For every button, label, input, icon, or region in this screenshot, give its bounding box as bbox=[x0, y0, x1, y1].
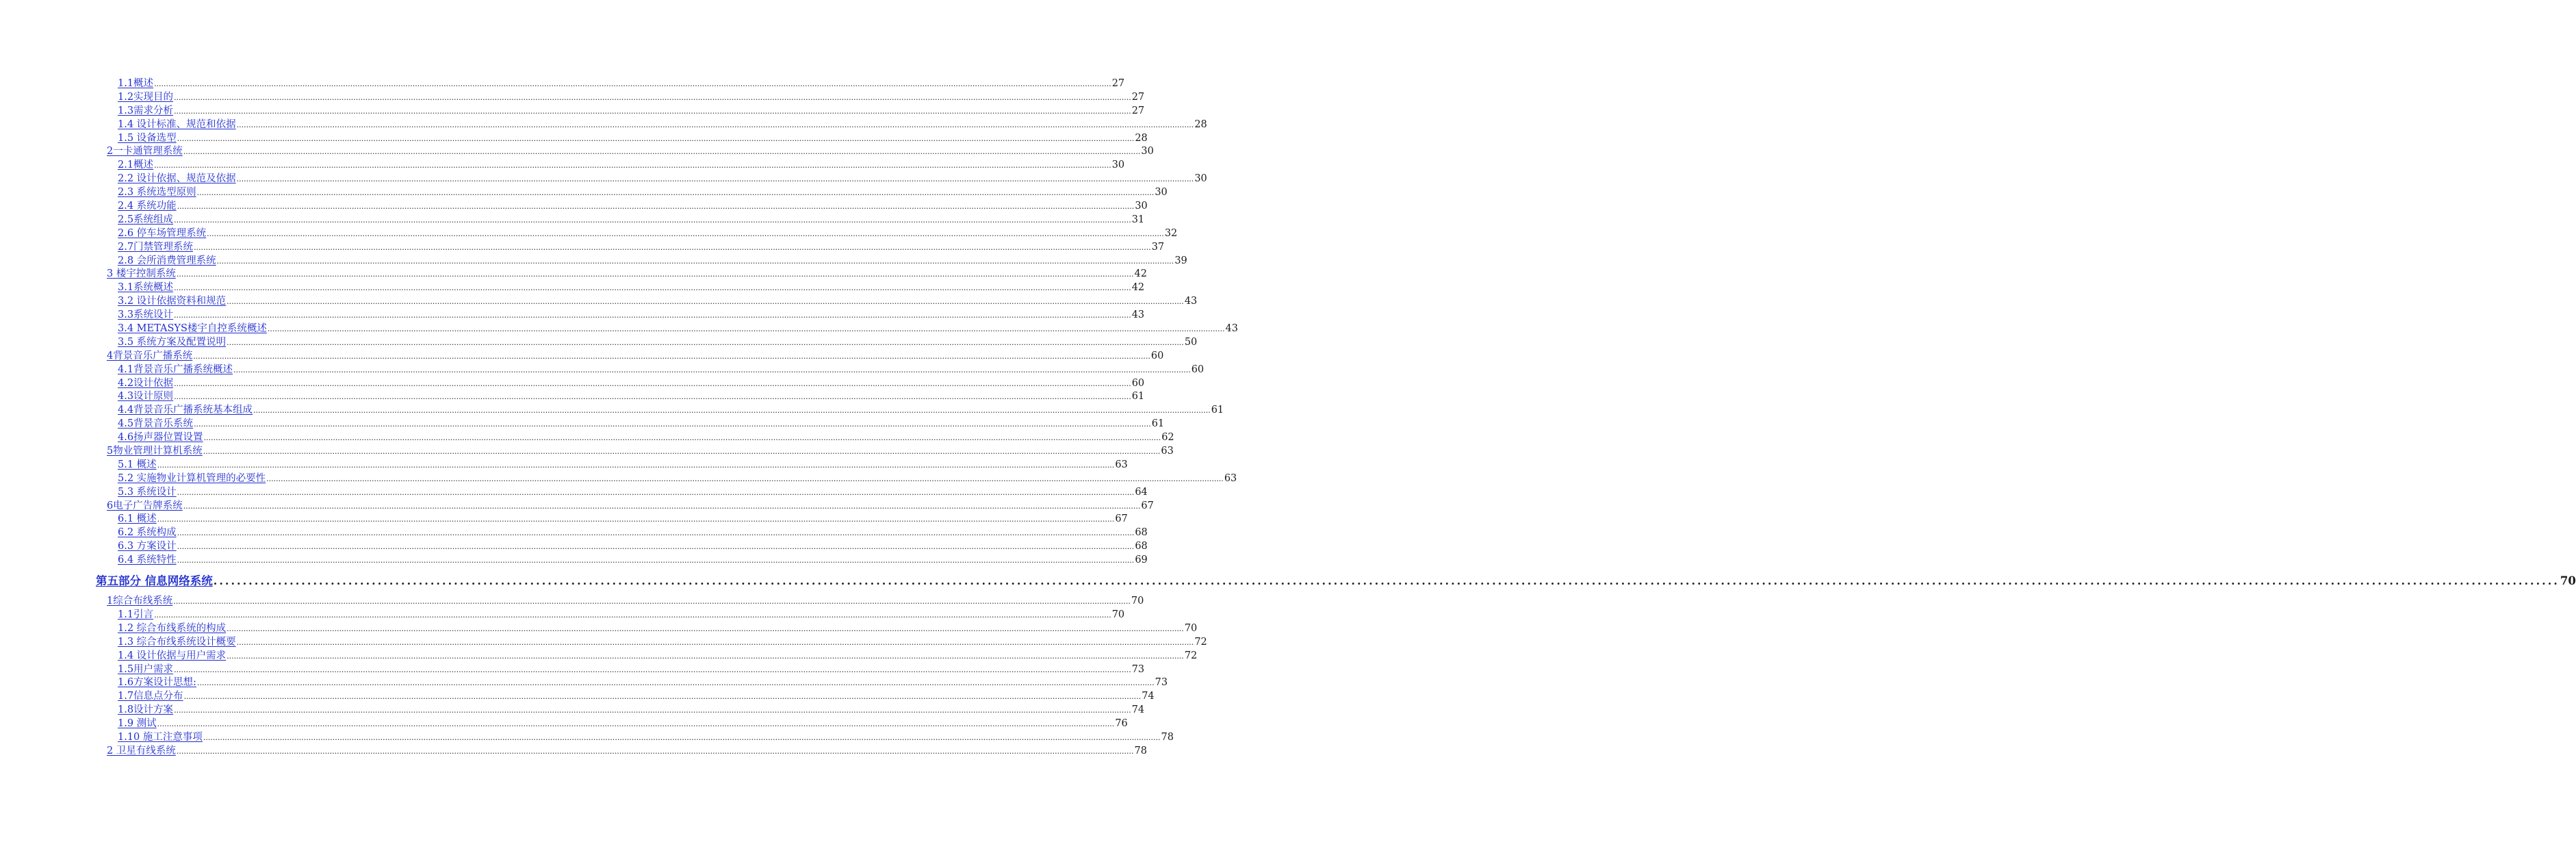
toc-entry[interactable] bbox=[96, 540, 1148, 554]
toc-entry-link[interactable]: 3.2 设计依据资料和规范 bbox=[118, 296, 227, 307]
dot-leader: ................................................................................................................................................................................................................................................................................................................................................................................................................ bbox=[183, 692, 1142, 702]
toc-entry[interactable] bbox=[96, 500, 1154, 513]
toc-entry-link[interactable]: 2.4 系统功能 bbox=[118, 201, 177, 212]
toc-entry-link[interactable]: 2.3 系统选型原则 bbox=[118, 187, 196, 199]
dot-leader: ................................................................................................................................................................................................................................................................................................................................................................................................................ bbox=[267, 324, 1225, 334]
toc-entry-link[interactable]: 5物业管理计算机系统 bbox=[107, 446, 203, 457]
toc-entry[interactable] bbox=[96, 145, 1154, 159]
toc-entry-link[interactable]: 5.1 概述 bbox=[118, 459, 157, 470]
dot-leader: ................................................................................................................................................................................................................................................................................................................................................................................................................ bbox=[196, 188, 1155, 198]
toc-page-number: 42 bbox=[1134, 268, 1147, 280]
toc-entry-link[interactable]: 1.5用户需求 bbox=[118, 663, 174, 675]
toc-entry[interactable] bbox=[96, 281, 1145, 295]
dot-leader: ................................................................................................................................................................................................................................................................................................................................................................................................................ bbox=[154, 161, 1111, 170]
dot-leader: ................................................................................................................................................................................................................................................................................................................................................................................................................ bbox=[196, 678, 1155, 688]
toc-page-number: 60 bbox=[1150, 350, 1164, 361]
dot-leader: ................................................................................................................................................................................................................................................................................................................................................................................................................ bbox=[177, 542, 1135, 552]
table-of-contents bbox=[96, 77, 2576, 758]
toc-entry[interactable] bbox=[96, 322, 1238, 336]
toc-page-number: 74 bbox=[1142, 691, 1155, 702]
toc-entry-link[interactable]: 1.1引言 bbox=[118, 609, 154, 620]
toc-page-number: 76 bbox=[1115, 718, 1128, 730]
toc-entry[interactable] bbox=[96, 717, 1128, 731]
dot-leader: ................................................................................................................................................................................................................................................................................................................................................................................................................ bbox=[236, 637, 1194, 647]
toc-entry-link[interactable]: 4.2设计依据 bbox=[118, 377, 174, 389]
toc-entry[interactable] bbox=[96, 745, 1147, 758]
toc-page-number: 61 bbox=[1211, 405, 1224, 416]
toc-entry-link[interactable]: 3.3系统设计 bbox=[118, 309, 174, 321]
dot-leader: ................................................................................................................................................................................................................................................................................................................................................................................................................ bbox=[216, 256, 1174, 266]
toc-page-number: 63 bbox=[1224, 472, 1237, 484]
dot-leader: ................................................................................................................................................................................................................................................................................................................................................................................................................ bbox=[183, 501, 1141, 511]
dot-leader: ................................................................................................................................................................................................................................................................................................................................................................................................................ bbox=[194, 420, 1151, 429]
toc-entry[interactable] bbox=[96, 241, 1165, 255]
toc-page-number: 70 bbox=[1111, 609, 1125, 620]
toc-page-number: 72 bbox=[1194, 636, 1207, 648]
toc-page-number: 70 bbox=[1131, 596, 1144, 607]
dot-leader: ................................................................................................................................................................................................................................................................................................................................................................................................................ bbox=[177, 556, 1135, 565]
dot-leader: ................................................................................................................................................................................................................................................................................................................................................................................................................ bbox=[236, 120, 1194, 129]
toc-page-number: 30 bbox=[1111, 160, 1125, 171]
toc-entry[interactable] bbox=[96, 676, 1168, 690]
toc-entry-link[interactable]: 6.1 概述 bbox=[118, 513, 157, 525]
toc-page-number: 37 bbox=[1151, 241, 1165, 253]
toc-entry[interactable] bbox=[96, 486, 1148, 500]
toc-entry[interactable] bbox=[96, 227, 1178, 241]
toc-entry-link[interactable]: 2.2 设计依据、规范及依据 bbox=[118, 173, 236, 185]
toc-page-number: 68 bbox=[1135, 527, 1148, 539]
dot-leader: ................................................................................................................................................................................................................................................................................................................................................................................................................ bbox=[213, 574, 2560, 588]
toc-entry[interactable] bbox=[96, 445, 1174, 459]
toc-entry-link[interactable]: 1.6方案设计思想: bbox=[118, 677, 196, 689]
toc-entry[interactable] bbox=[96, 173, 1207, 186]
dot-leader: ................................................................................................................................................................................................................................................................................................................................................................................................................ bbox=[176, 270, 1134, 279]
toc-entry-link[interactable]: 6.3 方案设计 bbox=[118, 541, 177, 552]
toc-entry-link[interactable]: 1.2 综合布线系统的构成 bbox=[118, 622, 227, 634]
toc-page-number: 60 bbox=[1131, 377, 1145, 389]
toc-entry-link[interactable]: 3.5 系统方案及配置说明 bbox=[118, 336, 227, 348]
toc-entry-link[interactable]: 1.7信息点分布 bbox=[118, 691, 183, 702]
dot-leader: ................................................................................................................................................................................................................................................................................................................................................................................................................ bbox=[174, 665, 1131, 674]
toc-entry[interactable] bbox=[96, 554, 1148, 567]
dot-leader: ................................................................................................................................................................................................................................................................................................................................................................................................................ bbox=[203, 447, 1161, 457]
toc-entry-link[interactable]: 4.3设计原则 bbox=[118, 391, 174, 403]
toc-page-number: 27 bbox=[1111, 77, 1125, 89]
toc-entry[interactable] bbox=[96, 731, 1174, 745]
toc-entry-link[interactable]: 3.4 METASYS楼宇自控系统概述 bbox=[118, 323, 267, 335]
toc-entry[interactable] bbox=[96, 214, 1145, 227]
toc-page-number: 28 bbox=[1194, 118, 1207, 130]
dot-leader: ................................................................................................................................................................................................................................................................................................................................................................................................................ bbox=[157, 515, 1115, 524]
dot-leader: ................................................................................................................................................................................................................................................................................................................................................................................................................ bbox=[157, 460, 1115, 470]
dot-leader: ................................................................................................................................................................................................................................................................................................................................................................................................................ bbox=[227, 297, 1184, 307]
dot-leader: ................................................................................................................................................................................................................................................................................................................................................................................................................ bbox=[227, 337, 1184, 347]
dot-leader: ................................................................................................................................................................................................................................................................................................................................................................................................................ bbox=[233, 365, 1191, 374]
toc-entry-link[interactable]: 2.1概述 bbox=[118, 160, 154, 171]
toc-entry-link[interactable]: 1综合布线系统 bbox=[107, 596, 173, 607]
toc-entry-link[interactable]: 2一卡通管理系统 bbox=[107, 146, 183, 157]
toc-entry-link[interactable]: 3 楼宇控制系统 bbox=[107, 268, 176, 280]
toc-entry[interactable] bbox=[96, 159, 1125, 173]
toc-entry[interactable] bbox=[96, 91, 1145, 105]
toc-entry[interactable] bbox=[96, 268, 1147, 281]
toc-entry-link[interactable]: 4背景音乐广播系统 bbox=[107, 350, 193, 361]
toc-entry[interactable] bbox=[96, 431, 1174, 445]
toc-page-number: 70 bbox=[1184, 622, 1198, 634]
toc-page-number: 50 bbox=[1184, 336, 1198, 348]
dot-leader: ................................................................................................................................................................................................................................................................................................................................................................................................................ bbox=[174, 215, 1131, 225]
dot-leader: ................................................................................................................................................................................................................................................................................................................................................................................................................ bbox=[154, 79, 1111, 88]
toc-entry-link[interactable]: 6电子广告牌系统 bbox=[107, 500, 183, 511]
toc-entry-link[interactable]: 5.2 实施物业计算机管理的必要性 bbox=[118, 472, 266, 484]
toc-entry[interactable] bbox=[96, 390, 1145, 404]
toc-entry[interactable] bbox=[96, 105, 1145, 118]
dot-leader: ................................................................................................................................................................................................................................................................................................................................................................................................................ bbox=[177, 487, 1135, 497]
toc-entry-link[interactable]: 5.3 系统设计 bbox=[118, 486, 177, 498]
toc-page-number: 30 bbox=[1194, 173, 1207, 185]
toc-entry[interactable] bbox=[96, 595, 1144, 609]
toc-entry[interactable] bbox=[96, 622, 1198, 636]
toc-entry-link[interactable]: 4.4背景音乐广播系统基本组成 bbox=[118, 405, 253, 416]
toc-entry-link[interactable]: 1.8设计方案 bbox=[118, 704, 174, 716]
dot-leader: ................................................................................................................................................................................................................................................................................................................................................................................................................ bbox=[266, 474, 1224, 483]
toc-page-number: 31 bbox=[1131, 214, 1145, 225]
toc-entry[interactable] bbox=[96, 650, 1198, 663]
dot-leader: ................................................................................................................................................................................................................................................................................................................................................................................................................ bbox=[236, 175, 1194, 184]
dot-leader: ................................................................................................................................................................................................................................................................................................................................................................................................................ bbox=[157, 719, 1115, 729]
dot-leader: ................................................................................................................................................................................................................................................................................................................................................................................................................ bbox=[177, 528, 1135, 538]
toc-entry[interactable] bbox=[96, 513, 1128, 527]
toc-page-number: 67 bbox=[1115, 513, 1128, 525]
toc-page-number: 27 bbox=[1131, 91, 1145, 103]
dot-leader: ................................................................................................................................................................................................................................................................................................................................................................................................................ bbox=[174, 706, 1131, 715]
dot-leader: ................................................................................................................................................................................................................................................................................................................................................................................................................ bbox=[173, 597, 1131, 607]
toc-entry-link[interactable]: 2.6 停车场管理系统 bbox=[118, 227, 207, 239]
toc-entry-link[interactable]: 1.5 设备选型 bbox=[118, 132, 177, 144]
toc-entry[interactable] bbox=[96, 690, 1155, 704]
toc-entry-link[interactable]: 1.2实现目的 bbox=[118, 91, 174, 103]
toc-entry-link[interactable]: 1.10 施工注意事项 bbox=[118, 731, 203, 743]
toc-page-number: 62 bbox=[1161, 432, 1174, 444]
dot-leader: ................................................................................................................................................................................................................................................................................................................................................................................................................ bbox=[154, 610, 1111, 620]
toc-entry-link[interactable]: 第五部分 信息网络系统 bbox=[96, 574, 213, 588]
toc-entry-link[interactable]: 3.1系统概述 bbox=[118, 282, 174, 294]
dot-leader: ................................................................................................................................................................................................................................................................................................................................................................................................................ bbox=[177, 133, 1135, 143]
toc-entry-link[interactable]: 6.2 系统构成 bbox=[118, 527, 177, 539]
toc-entry-link[interactable]: 1.3 综合布线系统设计概要 bbox=[118, 636, 236, 648]
toc-page-number: 73 bbox=[1131, 663, 1145, 675]
toc-entry-link[interactable]: 1.4 设计依据与用户需求 bbox=[118, 650, 227, 661]
toc-entry-link[interactable]: 4.1背景音乐广播系统概述 bbox=[118, 363, 233, 375]
toc-entry-link[interactable]: 2 卫星有线系统 bbox=[107, 745, 176, 756]
toc-page-number: 63 bbox=[1161, 446, 1174, 457]
toc-entry-link[interactable]: 6.4 系统特性 bbox=[118, 554, 177, 566]
toc-entry[interactable] bbox=[96, 200, 1148, 214]
toc-page-number: 70 bbox=[2560, 574, 2576, 588]
toc-page-number: 78 bbox=[1134, 745, 1147, 756]
toc-page-number: 69 bbox=[1135, 554, 1148, 566]
toc-page-number: 42 bbox=[1131, 282, 1145, 294]
toc-page-number: 32 bbox=[1164, 227, 1178, 239]
toc-page-number: 43 bbox=[1131, 309, 1145, 321]
dot-leader: ................................................................................................................................................................................................................................................................................................................................................................................................................ bbox=[174, 311, 1131, 320]
dot-leader: ................................................................................................................................................................................................................................................................................................................................................................................................................ bbox=[177, 202, 1135, 211]
toc-entry[interactable] bbox=[96, 459, 1128, 472]
dot-leader: ................................................................................................................................................................................................................................................................................................................................................................................................................ bbox=[227, 624, 1184, 633]
toc-entry[interactable] bbox=[96, 472, 1237, 486]
toc-page-number: 43 bbox=[1184, 296, 1198, 307]
toc-entry-link[interactable]: 4.6扬声器位置设置 bbox=[118, 432, 203, 444]
toc-page-number: 43 bbox=[1225, 323, 1238, 335]
dot-leader: ................................................................................................................................................................................................................................................................................................................................................................................................................ bbox=[193, 351, 1150, 361]
toc-page-number: 28 bbox=[1135, 132, 1148, 144]
toc-entry[interactable] bbox=[96, 350, 1164, 363]
toc-page-number: 78 bbox=[1161, 731, 1174, 743]
toc-entry-link[interactable]: 4.5背景音乐系统 bbox=[118, 418, 194, 430]
toc-entry-link[interactable]: 1.1概述 bbox=[118, 77, 154, 89]
dot-leader: ................................................................................................................................................................................................................................................................................................................................................................................................................ bbox=[174, 92, 1131, 102]
dot-leader: ................................................................................................................................................................................................................................................................................................................................................................................................................ bbox=[183, 147, 1141, 157]
toc-entry[interactable] bbox=[96, 77, 1125, 91]
toc-entry[interactable] bbox=[96, 609, 1125, 622]
dot-leader: ................................................................................................................................................................................................................................................................................................................................................................................................................ bbox=[176, 746, 1134, 756]
toc-page-number: 64 bbox=[1135, 486, 1148, 498]
toc-page-number: 72 bbox=[1184, 650, 1198, 661]
toc-entry[interactable] bbox=[96, 363, 1205, 377]
dot-leader: ................................................................................................................................................................................................................................................................................................................................................................................................................ bbox=[227, 651, 1184, 661]
toc-page-number: 60 bbox=[1191, 363, 1205, 375]
dot-leader: ................................................................................................................................................................................................................................................................................................................................................................................................................ bbox=[203, 732, 1161, 742]
dot-leader: ................................................................................................................................................................................................................................................................................................................................................................................................................ bbox=[203, 433, 1161, 443]
toc-part-heading[interactable] bbox=[96, 567, 2576, 595]
toc-entry-link[interactable]: 2.7门禁管理系统 bbox=[118, 241, 194, 253]
toc-entry-link[interactable]: 1.3需求分析 bbox=[118, 105, 174, 116]
toc-entry[interactable] bbox=[96, 418, 1165, 431]
dot-leader: ................................................................................................................................................................................................................................................................................................................................................................................................................ bbox=[174, 283, 1131, 293]
toc-entry[interactable] bbox=[96, 336, 1198, 350]
dot-leader: ................................................................................................................................................................................................................................................................................................................................................................................................................ bbox=[253, 406, 1211, 416]
toc-entry[interactable] bbox=[96, 377, 1145, 391]
dot-leader: ................................................................................................................................................................................................................................................................................................................................................................................................................ bbox=[174, 106, 1131, 116]
toc-entry[interactable] bbox=[96, 118, 1207, 132]
toc-entry[interactable] bbox=[96, 663, 1145, 677]
toc-page-number: 68 bbox=[1135, 541, 1148, 552]
toc-page-number: 39 bbox=[1174, 255, 1187, 266]
toc-entry-link[interactable]: 1.4 设计标准、规范和依据 bbox=[118, 118, 236, 130]
toc-entry[interactable] bbox=[96, 636, 1207, 650]
toc-entry[interactable] bbox=[96, 309, 1145, 322]
toc-page-number: 30 bbox=[1141, 146, 1154, 157]
toc-page-number: 30 bbox=[1135, 201, 1148, 212]
dot-leader: ................................................................................................................................................................................................................................................................................................................................................................................................................ bbox=[194, 242, 1151, 252]
toc-entry[interactable] bbox=[96, 526, 1148, 540]
toc-entry[interactable] bbox=[96, 255, 1187, 268]
toc-entry-link[interactable]: 2.5系统组成 bbox=[118, 214, 174, 225]
toc-page-number: 74 bbox=[1131, 704, 1145, 716]
toc-entry[interactable] bbox=[96, 404, 1224, 418]
dot-leader: ................................................................................................................................................................................................................................................................................................................................................................................................................ bbox=[174, 379, 1131, 388]
toc-page-number: 73 bbox=[1155, 677, 1168, 689]
toc-page-number: 61 bbox=[1131, 391, 1145, 403]
dot-leader: ................................................................................................................................................................................................................................................................................................................................................................................................................ bbox=[174, 392, 1131, 402]
toc-page-number: 67 bbox=[1141, 500, 1154, 511]
toc-entry-link[interactable]: 1.9 测试 bbox=[118, 718, 157, 730]
toc-page-number: 27 bbox=[1131, 105, 1145, 116]
toc-page-number: 30 bbox=[1155, 187, 1168, 199]
toc-page-number: 61 bbox=[1151, 418, 1165, 430]
toc-entry[interactable] bbox=[96, 704, 1145, 717]
toc-entry[interactable] bbox=[96, 186, 1168, 200]
toc-entry[interactable] bbox=[96, 295, 1198, 309]
toc-entry-link[interactable]: 2.8 会所消费管理系统 bbox=[118, 255, 216, 266]
toc-entry[interactable] bbox=[96, 132, 1148, 146]
dot-leader: ................................................................................................................................................................................................................................................................................................................................................................................................................ bbox=[207, 229, 1164, 238]
toc-page-number: 63 bbox=[1115, 459, 1128, 470]
